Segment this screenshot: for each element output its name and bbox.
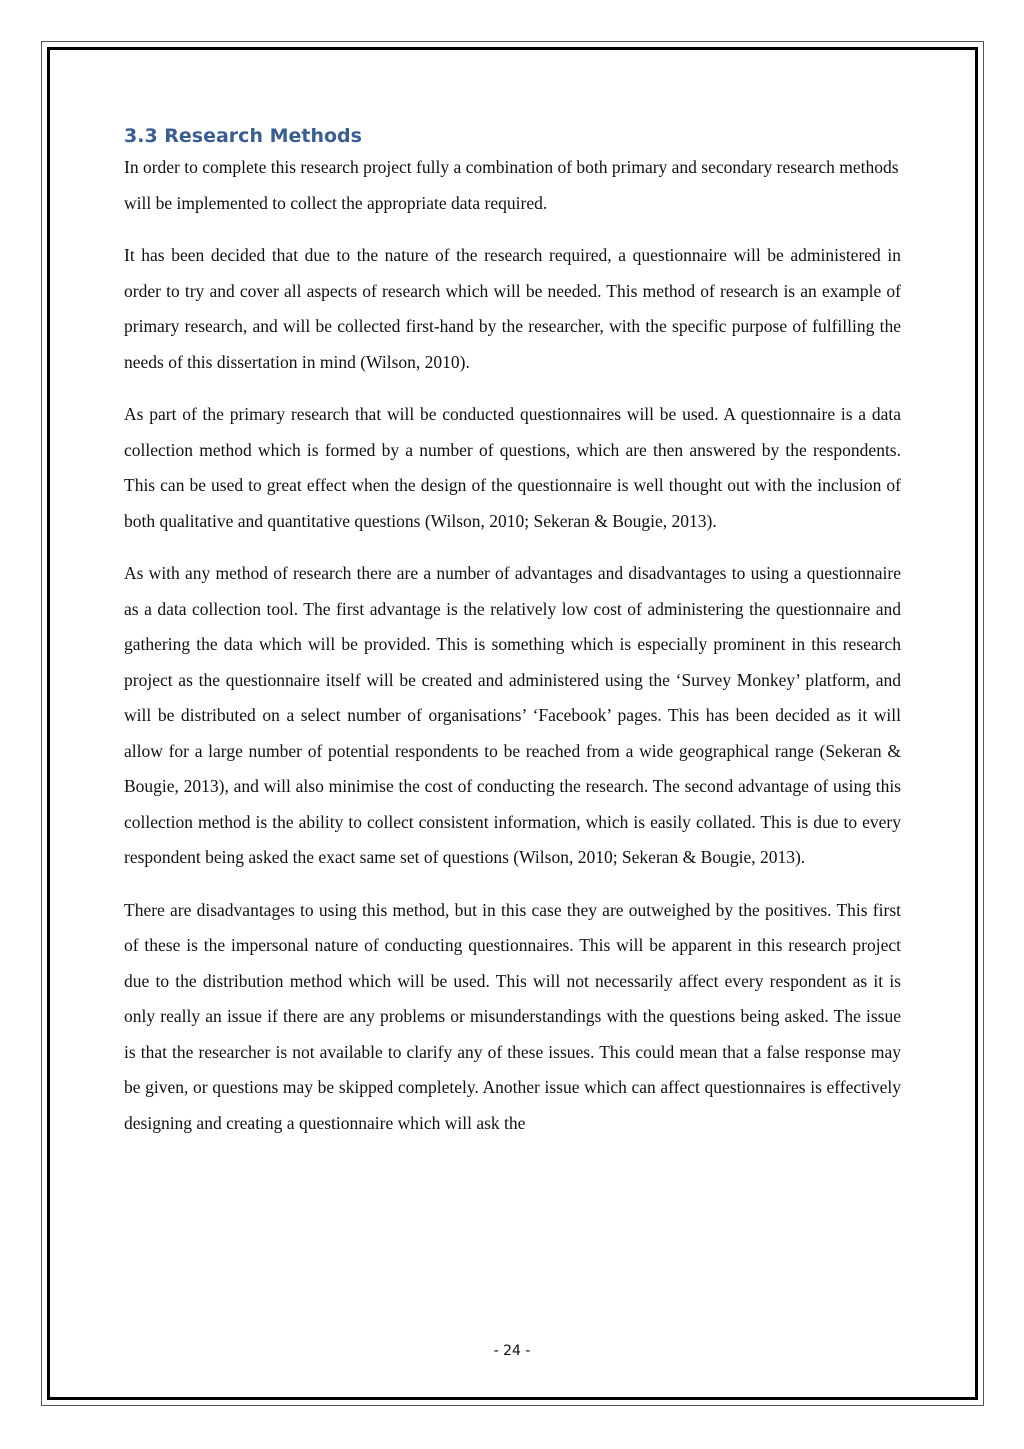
paragraph-intro: In order to complete this research project fully a combination of both primary and secondary research methods will be implemented to collect the appropriate data required. — [124, 157, 899, 213]
paragraph-primary-research: As part of the primary research that will be conducted questionnaires will be used. A questionnaire is a data collection method which is formed by a number of questions, which are then answered by the respondents. This can be used to great effect when the design of the questionnaire is well thought out with the inclusion of both qualitative and quantitative questions (Wilson, 2010; Sekeran & Bougie, 2013). — [124, 404, 901, 531]
body-text — [124, 150, 901, 1158]
section-heading: 3.3 Research Methods — [124, 125, 362, 147]
paragraph-disadvantages: There are disadvantages to using this method, but in this case they are outweighed by the positives. This first of these is the impersonal nature of conducting questionnaires. This will be apparent in this research project due to the distribution method which will be used. This will not necessarily affect every respondent as it is only really an issue if there are any problems or misunderstandings with the questions being asked. The issue is that the researcher is not available to clarify any of these issues. This could mean that a false response may be given, or questions may be skipped completely. Another issue which can affect questionnaires is effectively designing and creating a questionnaire which will ask the — [124, 899, 901, 1133]
page-number: - 24 - — [493, 1343, 531, 1359]
paragraph-questionnaire-decision: It has been decided that due to the nature of the research required, a questionnaire will be administered in order to try and cover all aspects of research which will be needed. This method of research is an example of primary research, and will be collected first-hand by the researcher, with the specific purpose of fulfilling the needs of this dissertation in mind (Wilson, 2010). — [124, 245, 901, 372]
paragraph-advantages: As with any method of research there are a number of advantages and disadvantages to using a questionnaire as a data collection tool. The first advantage is the relatively low cost of administering the questionnaire and gathering the data which will be provided. This is something which is especially prominent in this research project as the questionnaire itself will be created and administered using the ‘Survey Monkey’ platform, and will be distributed on a select number of organisations’ ‘Facebook’ pages. This has been decided as it will allow for a large number of potential respondents to be reached from a wide geographical range (Sekeran & Bougie, 2013), and will also minimise the cost of conducting the research. The second advantage of using this collection method is the ability to collect consistent information, which is easily collated. This is due to every respondent being asked the exact same set of questions (Wilson, 2010; Sekeran & Bougie, 2013). — [124, 563, 901, 867]
